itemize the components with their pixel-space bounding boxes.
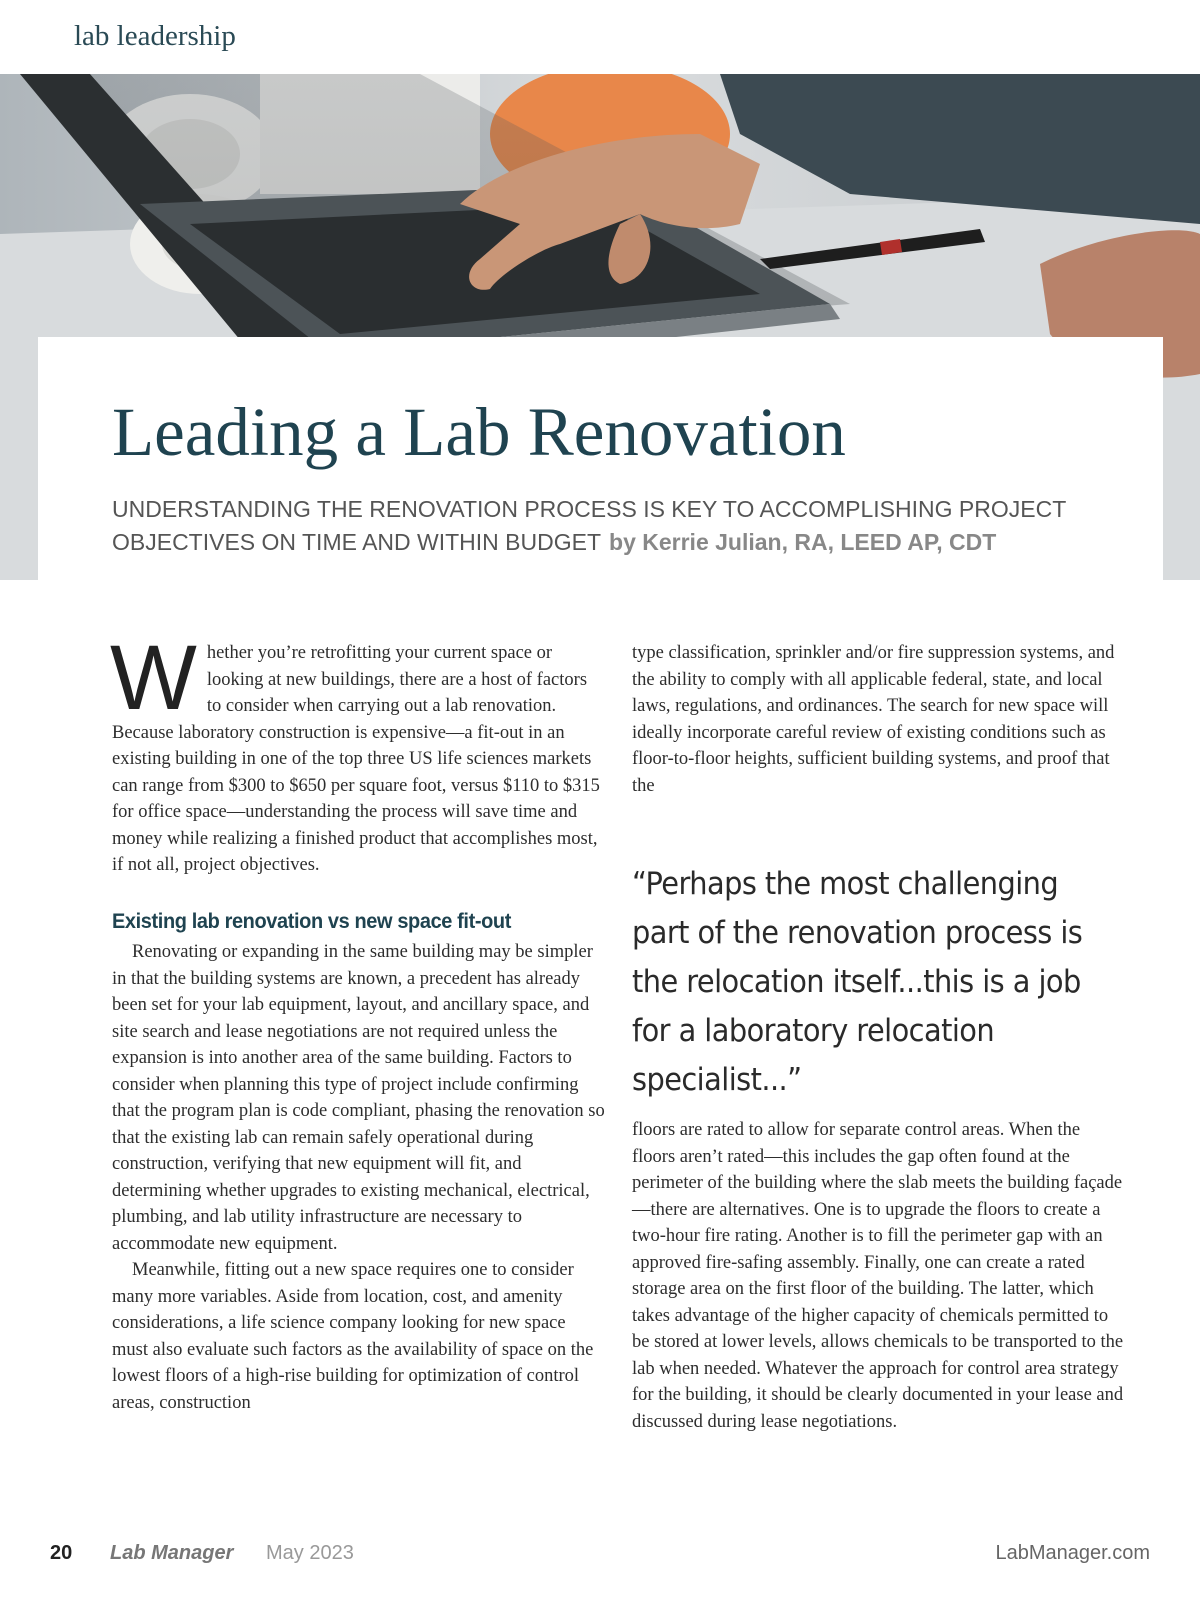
pull-quote: “Perhaps the most challenging part of the renovation process is the relocation itself...this is a job for a laboratory relocation specialist...”	[632, 866, 1083, 1098]
right-column-top	[632, 640, 1127, 799]
article-title: Leading a Lab Renovation	[112, 394, 846, 470]
drop-cap: W	[110, 627, 197, 729]
article-subtitle	[112, 493, 1112, 559]
lede-paragraph	[110, 627, 606, 879]
issue-date: May 2023	[266, 1542, 354, 1564]
lede-text: hether you’re retrofitting your current space or looking at new buildings, there are a host of factors to consider when carrying out a lab renovation. Because laboratory construction is expensive—a fit-out in an existing building in one of the top three US life sciences markets can range from $300 to $650 per square foot, versus $110 to $315 for office space—understanding the process will save time and money while realizing a finished product that accomplishes most, if not all, project objectives.	[112, 643, 600, 875]
right-column-bottom	[632, 1117, 1127, 1435]
magazine-name: Lab Manager	[110, 1542, 234, 1564]
byline: by Kerrie Julian, RA, LEED AP, CDT	[609, 529, 997, 555]
page-number: 20	[50, 1542, 73, 1564]
body-paragraph: Renovating or expanding in the same building may be simpler in that the building systems are known, a precedent has already been set for your lab equipment, layout, and ancillary space, and site search and lease negotiations are not required unless the expansion is into another area of the same building. Factors to consider when planning this type of project include confirming that the program plan is code compliant, phasing the renovation so that the existing lab can remain safely operational during construction, verifying that new equipment will fit, and determining whether upgrades to existing mechanical, electrical, plumbing, and lab utility infrastructure are necessary to accommodate new equipment.	[112, 942, 605, 1254]
website-link[interactable]: LabManager.com	[995, 1542, 1150, 1564]
left-column	[110, 627, 606, 1416]
page-footer	[50, 1542, 1150, 1572]
body-paragraph: type classification, sprinkler and/or fire suppression systems, and the ability to comply with all applicable federal, state, and local laws, regulations, and ordinances. The search for new space will ideally incorporate careful review of existing conditions such as floor-to-floor heights, sufficient building systems, and proof that the	[632, 643, 1115, 796]
section-label: lab leadership	[74, 20, 236, 52]
section-subhead: Existing lab renovation vs new space fit-out	[112, 909, 511, 933]
subtitle-text: UNDERSTANDING THE RENOVATION PROCESS IS KEY TO ACCOMPLISHING PROJECT OBJECTIVES ON TIME AND WITHIN BUDGET	[112, 496, 1066, 555]
body-paragraph: Meanwhile, fitting out a new space requires one to consider many more variables. Aside from location, cost, and amenity considerations, a life science company looking for new space must also evaluate such factors as the availability of space on the lowest floors of a high-rise building for optimization of control areas, construction	[112, 1260, 594, 1413]
body-paragraph: floors are rated to allow for separate control areas. When the floors aren’t rated—this includes the gap often found at the perimeter of the building where the slab meets the building façade—there are alternatives. One is to upgrade the floors to create a two-hour fire rating. Another is to fill the perimeter gap with an approved fire-safing assembly. Finally, one can create a rated storage area on the first floor of the building. The latter, which takes advantage of the higher capacity of chemicals permitted to be stored at lower levels, allows chemicals to be transported to the lab when needed. Whatever the approach for control area strategy for the building, it should be clearly documented in your lease and discussed during lease negotiations.	[632, 1120, 1124, 1432]
